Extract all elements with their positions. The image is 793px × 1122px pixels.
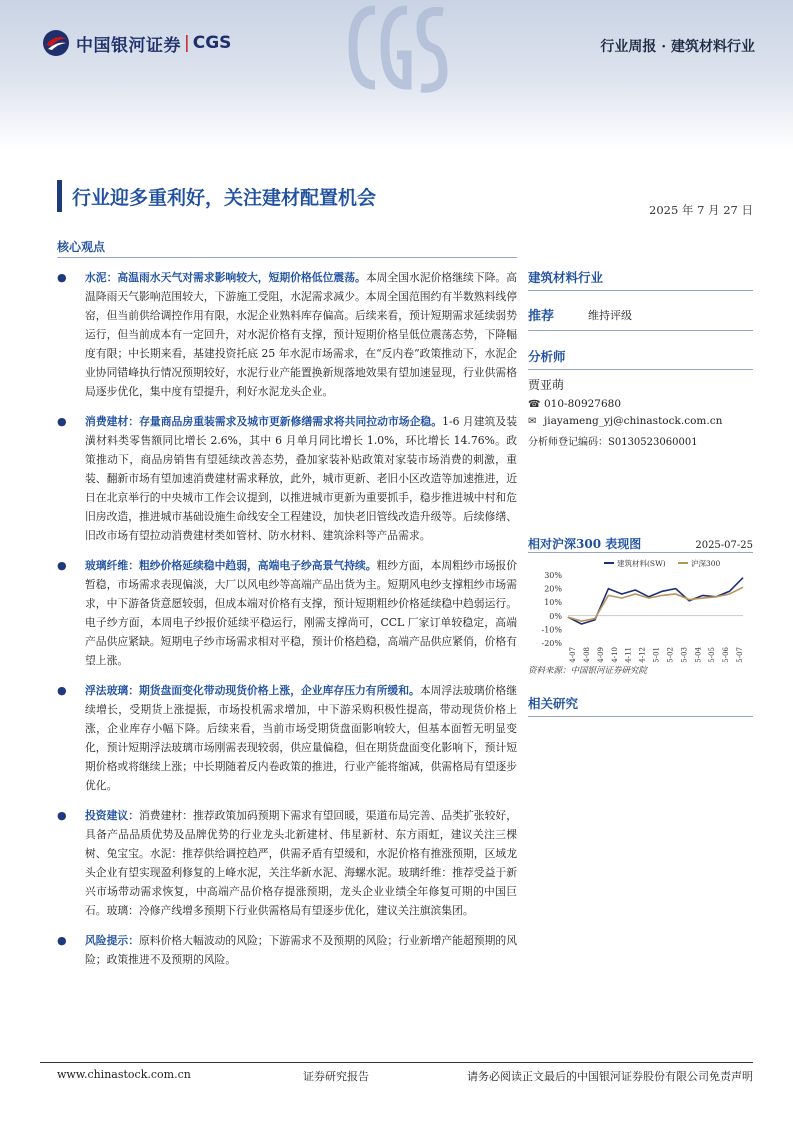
x-tick-label: 25-05 xyxy=(708,647,717,663)
chart-title: 相对沪深300 表现图 xyxy=(528,537,642,551)
list-item xyxy=(57,681,517,795)
phone-row xyxy=(528,398,753,410)
x-tick-label: 25-01 xyxy=(652,647,661,663)
email-address[interactable]: jiayameng_yj@chinastock.com.cn xyxy=(544,415,723,427)
x-tick-label: 24-10 xyxy=(610,647,619,663)
y-tick-label: 0% xyxy=(549,611,562,621)
bullet-body: 消费建材：推荐政策加码预期下需求有望回暖，渠道布局完善、品类扩张较好，具备产品品质优势及品牌优势的行业龙头北新建材、伟星新材、东方雨虹，建议关注三棵树、兔宝宝。水泥：推荐供给调控趋严，供需矛盾有望缓和，水泥价格有推涨预期，区域龙头企业有望实现盈利修复的上峰水泥，关注华新水泥、海螺水泥。玻璃纤维：推荐受益于新兴市场带动需求恢复，中高端产品价格存提涨预期，龙头企业业绩全年修复可期的中国巨石。玻璃：冷修产线增多预期下行业供需格局有望逐步优化，建议关注旗滨集团。 xyxy=(85,809,517,917)
x-tick-label: 25-03 xyxy=(680,647,689,663)
bullet-heading: 风险提示： xyxy=(85,934,139,947)
yinhe-logo-icon xyxy=(42,29,70,57)
analyst-heading: 分析师 xyxy=(528,347,753,370)
x-tick-label: 24-09 xyxy=(596,647,605,663)
bullet-icon: ● xyxy=(57,415,67,428)
chart-source: 资料来源：中国银河证券研究院 xyxy=(528,666,648,676)
bullet-body: 本周浮法玻璃价格继续增长，受期货上涨提振，市场投机需求增加，中下游采购积极性提高，带动现货价格上涨，企业库存小幅下降。后续来看，当前市场受期货盘面影响较大，但基本面暂无明显变化，预计短期浮法玻璃市场刚需表现较弱，供应量偏稳，但在期货盘面变化影响下，预计短期价格或将继续上涨；中长期随着反内卷政策的推进，行业产能将缩减，供需格局有望逐步优化。 xyxy=(85,684,518,792)
footer-disclaimer: 请务必阅读正文最后的中国银河证券股份有限公司免责声明 xyxy=(467,1070,753,1083)
bullet-body: 粗纱方面，本周粗纱市场报价暂稳，市场需求表现偏淡，大厂以风电纱等高端产品出货为主。短期风电纱支撑粗纱市场需求，中下游备货意愿较弱，但成本端对价格有支撑，预计短期粗纱价格延续稳中趋弱运行。电子纱方面，本周电子纱报价延续平稳运行，刚需支撑尚可，CCL 厂家订单较稳定，高端产品供应紧缺。短期电子纱市场需求相对平稳，预计价格趋稳，高端产品供应紧俏，价格有望上涨。 xyxy=(85,559,518,667)
bullet-heading: 水泥：高温雨水天气对需求影响较大，短期价格低位震荡。 xyxy=(85,271,366,284)
analyst-registration: 分析师登记编码：S0130523060001 xyxy=(528,437,698,448)
y-tick-label: -20% xyxy=(541,639,562,648)
footer-center: 证券研究报告 xyxy=(303,1070,369,1083)
cgs-watermark-logo xyxy=(345,0,450,110)
logo-separator: | xyxy=(184,33,190,53)
series-line-0 xyxy=(568,578,743,624)
logo-text-en: CGS xyxy=(192,33,232,53)
bullet-body: 本周全国水泥价格继续下降。高温降雨天气影响范围较大，下游施工受阻，水泥需求减少。本周全国范围约有半数熟料线停窑，但当前供给调控作用有限，水泥企业熟料库存偏高。后续来看，预计短期需求延续弱势运行，但当前成本有一定回升，对水泥价格有支撑，预计短期价格呈低位震荡态势，下降幅度有限；中长期来看，基建投资托底 25 年水泥市场需求，在“反内卷”政策推动下，水泥企业协同错峰执行情况预期较好，水泥行业产能置换新规落地效果有望加速显现，行业供需格局逐步优化，集中度有望提升，利好水泥龙头企业。 xyxy=(85,271,518,398)
x-tick-label: 24-08 xyxy=(582,647,591,663)
bullet-heading: 消费建材：存量商品房重装需求及城市更新修缮需求将共同拉动市场企稳。 xyxy=(85,415,443,428)
chart-date: 2025-07-25 xyxy=(695,540,753,551)
bullet-icon: ● xyxy=(57,934,67,947)
legend-label: 建筑材料(SW) xyxy=(617,559,666,568)
x-tick-label: 25-06 xyxy=(722,647,731,663)
analyst-name: 贾亚萌 xyxy=(528,378,565,392)
industry-heading: 建筑材料行业 xyxy=(528,268,753,291)
y-tick-label: -10% xyxy=(541,625,562,635)
report-date: 2025 年 7 月 27 日 xyxy=(649,203,753,217)
bullet-body: 原料价格大幅波动的风险；下游需求不及预期的风险；行业新增产能超预期的风险；政策推进不及预期的风险。 xyxy=(85,934,517,966)
bullet-heading: 浮法玻璃：期货盘面变化带动现货价格上涨，企业库存压力有所缓和。 xyxy=(85,684,420,697)
logo-text-cn: 中国银河证券 xyxy=(76,35,181,56)
list-item xyxy=(57,806,517,920)
core-views-label: 核心观点 xyxy=(57,240,106,254)
x-tick-label: 25-07 xyxy=(736,647,744,663)
rating-row xyxy=(528,305,753,331)
phone-icon: ☎ xyxy=(528,398,541,410)
company-logo xyxy=(42,28,231,58)
x-tick-label: 25-04 xyxy=(694,647,703,663)
core-views-list xyxy=(57,268,517,980)
rating-value: 维持评级 xyxy=(588,308,632,322)
rating-label: 推荐 xyxy=(528,309,555,324)
bullet-heading: 玻璃纤维：粗纱价格延续稳中趋弱，高端电子纱高景气持续。 xyxy=(85,559,377,572)
y-tick-label: 20% xyxy=(544,584,562,594)
bullet-heading: 投资建议： xyxy=(85,809,139,822)
chart-header xyxy=(528,535,753,552)
footer-divider xyxy=(40,1062,753,1063)
page-title: 行业迎多重利好，关注建材配置机会 xyxy=(72,187,377,209)
bullet-icon: ● xyxy=(57,271,67,284)
legend-label: 沪深300 xyxy=(691,559,721,568)
divider xyxy=(57,257,517,258)
list-item xyxy=(57,412,517,545)
x-tick-label: 24-11 xyxy=(624,647,633,663)
sidebar xyxy=(528,268,753,448)
y-tick-label: 10% xyxy=(544,598,562,608)
report-type: 行业周报 · 建筑材料行业 xyxy=(600,39,755,55)
bullet-icon: ● xyxy=(57,684,67,697)
email-row xyxy=(528,415,753,427)
performance-chart xyxy=(528,552,753,662)
y-tick-label: 30% xyxy=(544,571,562,580)
related-research-heading: 相关研究 xyxy=(528,694,753,717)
series-line-1 xyxy=(568,587,743,621)
footer-website[interactable]: www.chinastock.com.cn xyxy=(57,1068,191,1081)
x-tick-label: 24-07 xyxy=(569,647,577,663)
bullet-icon: ● xyxy=(57,809,67,822)
chart-svg xyxy=(528,553,753,663)
list-item xyxy=(57,268,517,401)
title-accent-bar xyxy=(57,180,62,212)
bullet-body: 1-6 月建筑及装潢材料类零售额同比增长 2.6%，其中 6 月单月同比增长 1.0%，环比增长 14.76%。政策推动下，商品房销售有望延续改善态势，叠加家装补贴政策对家装市场消费的刺激，重装、翻新市场有望加速消费建材需求释放，此外，城市更新、老旧小区改造等加速推进，近日在北京举行的中央城市工作会议提到，以推进城市更新为重要抓手，稳步推进城中村和危旧房改造，推进城市基础设施生命线安全工程建设，加快老旧管线改造升级等。后续修缮、旧改市场有望拉动消费建材类如管材、防水材料、建筑涂料等产品需求。 xyxy=(85,415,517,542)
list-item xyxy=(57,931,517,969)
email-icon: ✉ xyxy=(528,415,537,427)
x-tick-label: 24-12 xyxy=(638,647,647,663)
x-tick-label: 25-02 xyxy=(666,647,675,663)
list-item xyxy=(57,556,517,670)
phone-number: 010-80927680 xyxy=(544,398,622,410)
bullet-icon: ● xyxy=(57,559,67,572)
